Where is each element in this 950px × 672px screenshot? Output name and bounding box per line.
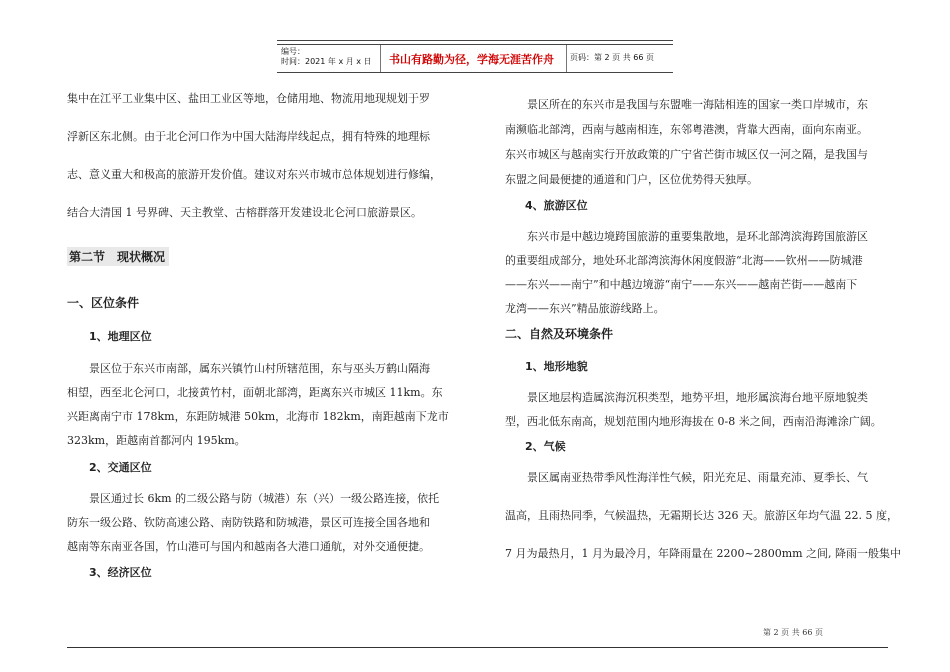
- section-title-row: [67, 246, 465, 266]
- header-page-info: 页码：第 2 页 共 66 页: [570, 53, 654, 62]
- footer-page-number: 第 2 页 共 66 页: [763, 628, 823, 637]
- header-bottom-rule: [277, 72, 673, 73]
- footer-rule: [67, 647, 888, 648]
- subheading-climate: 2、气候: [525, 440, 566, 453]
- subheading-traffic: 2、交通区位: [89, 461, 152, 474]
- header-top-rule: [277, 40, 673, 41]
- subheading-econ: 3、经济区位: [89, 566, 152, 579]
- heading-nature: 二、自然及环境条件: [505, 327, 614, 341]
- header-number-label: 编号：: [281, 47, 305, 56]
- subheading-geo: 1、地理区位: [89, 330, 152, 343]
- header-divider-right: [566, 45, 567, 72]
- subheading-tour: 4、旅游区位: [525, 199, 588, 212]
- header-motto: 书山有路勤为径，学海无涯苦作舟: [389, 53, 554, 66]
- subheading-terrain: 1、地形地貌: [525, 360, 588, 373]
- header-time-label: 时间：2021 年 x 月 x 日: [281, 57, 372, 66]
- heading-location: 一、区位条件: [67, 296, 140, 310]
- section-title: 第二节 现状概况: [67, 247, 169, 266]
- header-top-rule-inner: [277, 44, 673, 45]
- header-divider-left: [380, 45, 381, 72]
